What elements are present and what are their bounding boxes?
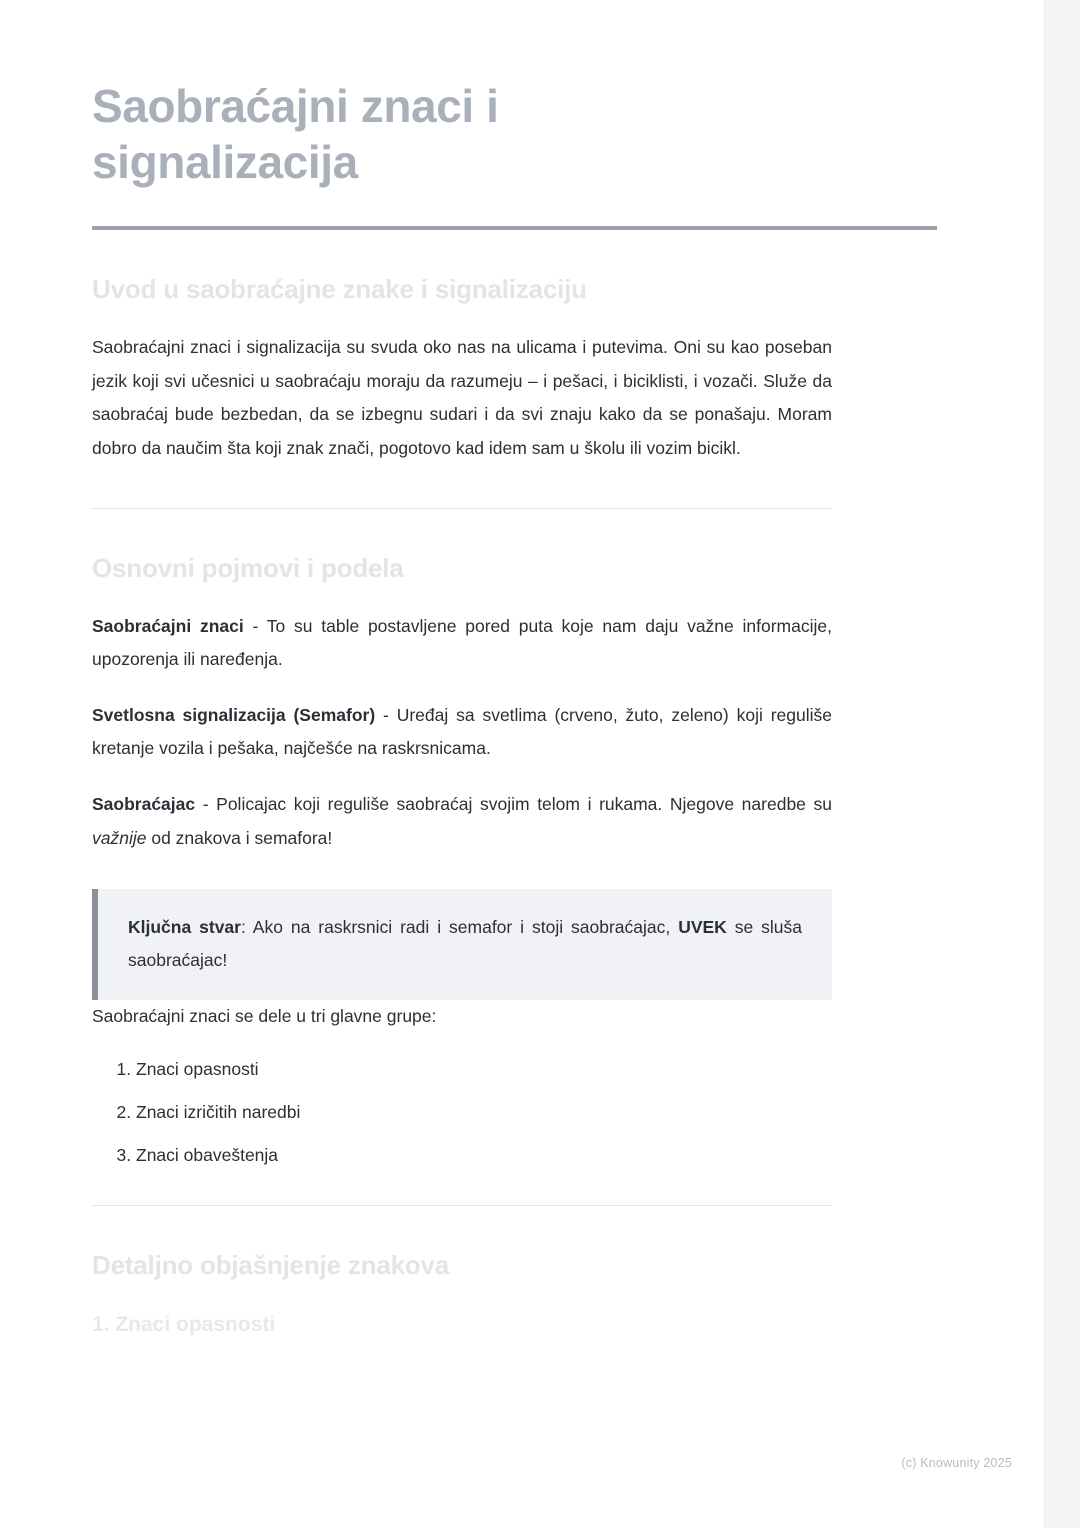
page-right-gutter: [1044, 0, 1080, 1528]
page-title: Saobraćajni znaci i signalizacija: [92, 80, 499, 189]
section-heading-basics: Osnovni pojmovi i podela: [92, 552, 404, 583]
list-item: 3. Znaci obaveštenja: [136, 1142, 886, 1169]
callout-emphasis: UVEK: [678, 917, 727, 938]
section-divider-2: [92, 1205, 832, 1206]
term-text-traffic-light: - Uređaj sa svetlima (crveno, žuto, zeleno) koji reguliše kretanje vozila i pešaka, najčešće na raskrsnicama.: [92, 704, 832, 759]
term-text-officer-post: od znakova i semafora!: [146, 827, 333, 848]
list-intro-text: Saobraćajni znaci se dele u tri glavne grupe:: [92, 1005, 437, 1026]
term-label-signs: Saobraćajni znaci: [92, 615, 244, 636]
callout-label: Ključna stvar: [128, 917, 241, 938]
callout-text-mid: : Ako na raskrsnici radi i semafor i stoji saobraćajac,: [240, 917, 679, 938]
term-label-officer: Saobraćajac: [92, 793, 196, 814]
section-heading-details: Detaljno objašnjenje znakova: [92, 1249, 450, 1280]
section-divider-1: [92, 508, 832, 509]
term-definition-traffic-light: [92, 699, 832, 766]
title-divider: [92, 226, 937, 230]
key-point-callout: [92, 889, 832, 1000]
term-label-traffic-light: Svetlosna signalizacija (Semafor): [92, 704, 376, 725]
footer-copyright: (c) Knowunity 2025: [901, 1456, 1012, 1470]
term-text-officer-italic: važnije: [92, 827, 147, 848]
term-definition-signs: [92, 610, 832, 677]
section-heading-intro: Uvod u saobraćajne znake i signalizaciju: [92, 274, 587, 305]
subsection-heading-danger-signs: 1. Znaci opasnosti: [92, 1312, 276, 1336]
sign-groups-list: [92, 1056, 886, 1169]
list-item: 1. Znaci opasnosti: [136, 1056, 886, 1083]
term-text-officer-pre: - Policajac koji reguliše saobraćaj svojim telom i rukama. Njegove naredbe su: [195, 793, 832, 814]
term-text-signs: - To su table postavljene pored puta koje nam daju važne informacije, upozorenja ili naređenja.: [92, 615, 832, 670]
callout-text-end: se sluša saobraćajac!: [128, 917, 803, 970]
list-item: 2. Znaci izričitih naredbi: [136, 1099, 886, 1126]
intro-paragraph: Saobraćajni znaci i signalizacija su svuda oko nas na ulicama i putevima. Oni su kao poseban jezik koji svi učesnici u saobraćaju moraju da razumeju – i pešaci, i biciklisti, i vozači. Služe da saobraćaj bude bezbedan, da se izbegnu sudari i da svi znaju kako da se ponašaju. Moram dobro da naučim šta koji znak znači, pogotovo kad idem sam u školu ili vozim bicikl.: [92, 337, 832, 458]
term-definition-officer: [92, 788, 832, 855]
callout-text: [128, 911, 802, 976]
